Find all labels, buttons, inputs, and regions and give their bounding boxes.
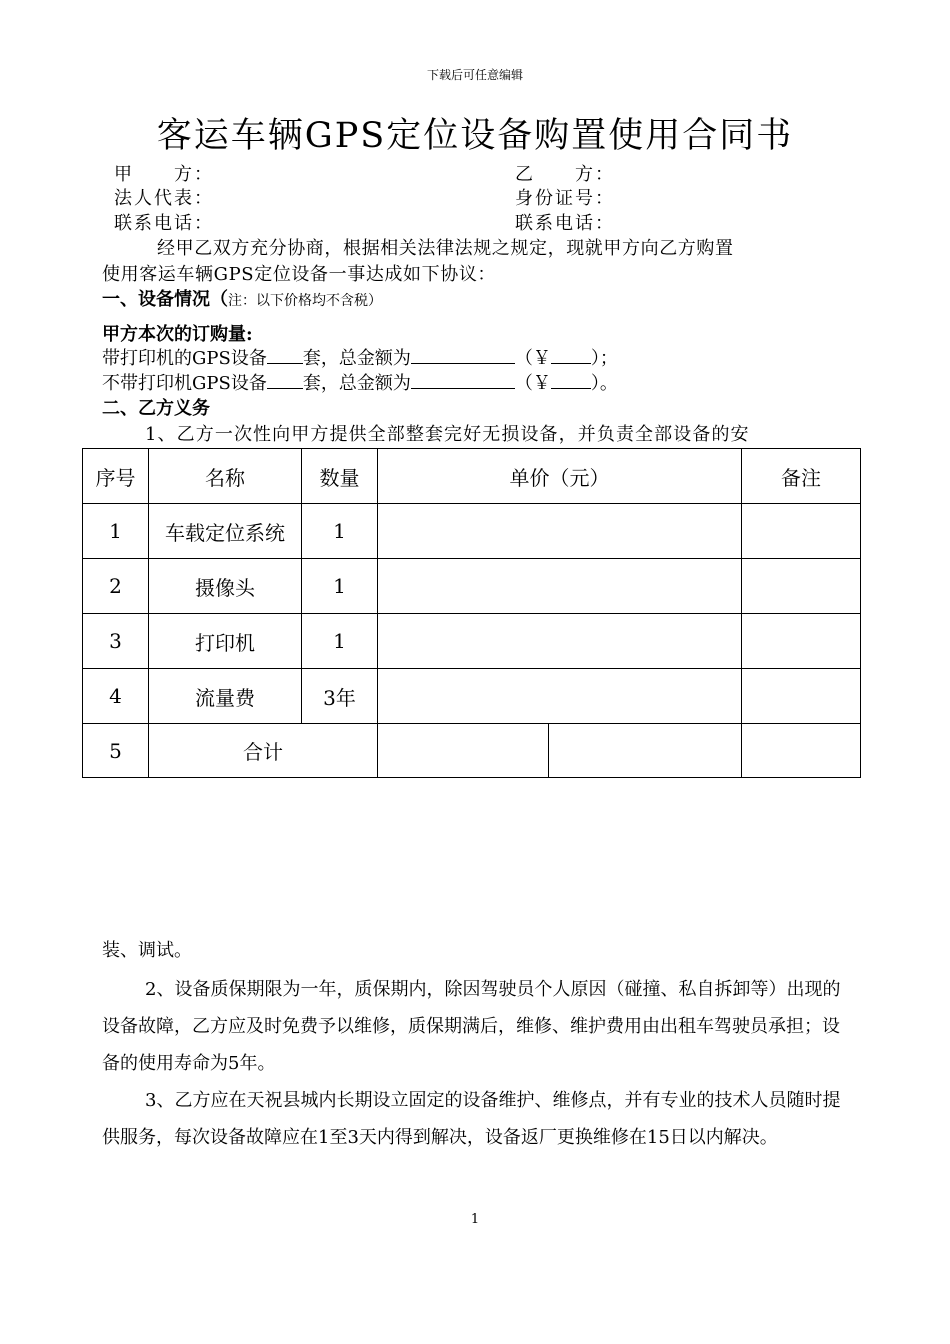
id-number-label: 身份证号：: [515, 188, 615, 209]
order-line-printer-yuan: （￥: [514, 348, 551, 369]
legal-rep-label: 法人代表：: [114, 188, 214, 209]
header-no: 序号: [83, 449, 149, 504]
total-no: 5: [83, 724, 149, 778]
header-unit-price: 单价（元）: [378, 449, 742, 504]
header-qty: 数量: [302, 449, 378, 504]
row-no: 3: [83, 614, 149, 669]
item-2-paragraph: 2、设备质保期限为一年，质保期内，除因驾驶员个人原因（碰撞、私自拆卸等）出现的设备故障，乙方应及时免费予以维修，质保期满后，维修、维护费用由出租车驾驶员承担；设备的使用寿命为5年。: [102, 979, 841, 1074]
row-price: [378, 504, 742, 559]
row-remarks: [742, 669, 861, 724]
row-remarks: [742, 559, 861, 614]
equipment-table: [82, 448, 861, 778]
order-line-no-printer-total: 套，总金额为: [302, 373, 411, 394]
row-price: [378, 614, 742, 669]
price-note: 注：以下价格均不含税）: [228, 293, 382, 309]
total-label: 合计: [149, 724, 378, 778]
amount-blank: [411, 370, 515, 389]
order-line-no-printer-end: ）。: [590, 373, 618, 394]
total-amount: [378, 724, 549, 778]
order-line-printer-label: 带打印机的GPS设备: [102, 348, 267, 369]
order-line-no-printer: [102, 369, 618, 395]
party-b-label: 乙 方：: [515, 164, 615, 185]
total-extra: [549, 724, 742, 778]
section-1-title: 一、设备情况（: [102, 289, 228, 310]
table-row: [83, 669, 861, 724]
yuan-blank: [551, 370, 591, 389]
section-2-heading: 二、乙方义务: [102, 398, 210, 419]
page-number: 1: [470, 1212, 480, 1227]
order-line-no-printer-yuan: （￥: [514, 373, 551, 394]
item-3-paragraph: 3、乙方应在天祝县城内长期设立固定的设备维护、维修点，并有专业的技术人员随时提供服务，每次设备故障应在1至3天内得到解决，设备返厂更换维修在15日以内解决。: [102, 1090, 841, 1148]
intro-line-1: 经甲乙双方充分协商，根据相关法律法规之规定，现就甲方向乙方购置: [157, 238, 734, 259]
order-line-printer: [102, 344, 618, 370]
row-no: 2: [83, 559, 149, 614]
qty-blank: [267, 370, 303, 389]
table-row: [83, 504, 861, 559]
row-name: 打印机: [149, 614, 302, 669]
qty-blank: [267, 345, 303, 364]
row-qty: 1: [302, 559, 378, 614]
page-header: 下载后可任意编辑: [426, 68, 523, 82]
order-line-printer-end: ）；: [590, 348, 618, 369]
party-a-label: 甲 方：: [114, 164, 214, 185]
table-row: [83, 614, 861, 669]
row-no: 4: [83, 669, 149, 724]
item-1-end: 装、调试。: [102, 940, 192, 961]
item-1-start: 1、乙方一次性向甲方提供全部整套完好无损设备，并负责全部设备的安: [145, 424, 750, 445]
row-qty: 3年: [302, 669, 378, 724]
phone-a-label: 联系电话：: [114, 213, 214, 234]
document-title: 客运车辆GPS定位设备购置使用合同书: [156, 116, 794, 156]
row-no: 1: [83, 504, 149, 559]
row-price: [378, 669, 742, 724]
intro-line-2: 使用客运车辆GPS定位设备一事达成如下协议：: [102, 264, 497, 285]
row-remarks: [742, 614, 861, 669]
row-qty: 1: [302, 614, 378, 669]
section-1-heading: [102, 285, 382, 311]
row-price: [378, 559, 742, 614]
yuan-blank: [551, 345, 591, 364]
table-row: [83, 559, 861, 614]
table-total-row: [83, 724, 861, 778]
amount-blank: [411, 345, 515, 364]
row-remarks: [742, 504, 861, 559]
row-qty: 1: [302, 504, 378, 559]
row-name: 车载定位系统: [149, 504, 302, 559]
order-line-printer-total: 套，总金额为: [302, 348, 411, 369]
header-name: 名称: [149, 449, 302, 504]
phone-b-label: 联系电话：: [515, 213, 615, 234]
row-name: 流量费: [149, 669, 302, 724]
order-line-no-printer-label: 不带打印机GPS设备: [102, 373, 267, 394]
order-heading: 甲方本次的订购量:: [102, 324, 253, 345]
table-header-row: [83, 449, 861, 504]
header-remarks: 备注: [742, 449, 861, 504]
total-remarks: [742, 724, 861, 778]
row-name: 摄像头: [149, 559, 302, 614]
